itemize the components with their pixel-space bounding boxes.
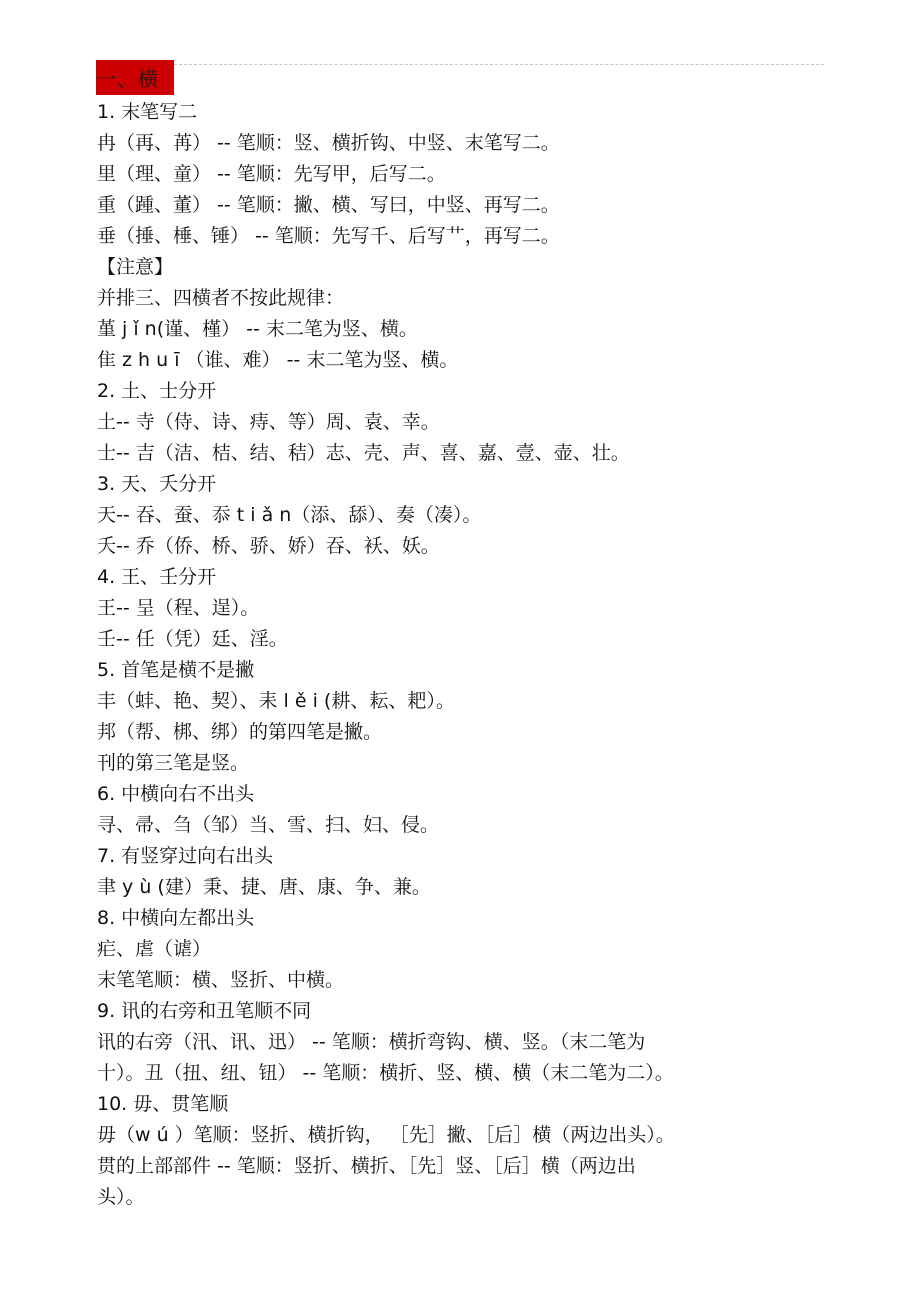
text-line: 并排三、四横者不按此规律： (97, 287, 345, 309)
text-line: 士-- 吉（洁、桔、结、秸）志、壳、声、喜、嘉、壹、壶、壮。 (97, 442, 630, 464)
text-line: 十）。丑（扭、纽、钮） -- 笔顺：横折、竖、横、横（末二笔为二）。 (97, 1062, 674, 1084)
text-line: 堇 j ǐ n(谨、槿） -- 末二笔为竖、横。 (97, 318, 418, 340)
text-line: 7. 有竖穿过向右出头 (97, 845, 274, 867)
text-line: 邦（帮、梆、绑）的第四笔是撇。 (97, 721, 383, 743)
text-line: 6. 中横向右不出头 (97, 783, 255, 805)
text-line: 2. 土、士分开 (97, 380, 217, 402)
text-line: 土-- 寺（侍、诗、痔、等）周、袁、幸。 (97, 411, 440, 433)
text-line: 隹 z h u ī （谁、难） -- 末二笔为竖、横。 (97, 349, 459, 371)
document-body (97, 97, 827, 1213)
text-line: 头）。 (97, 1186, 145, 1208)
text-line: 8. 中横向左都出头 (97, 907, 255, 929)
section-title: 一、横 (96, 67, 159, 91)
text-line: 3. 天、夭分开 (97, 473, 217, 495)
text-line: 9. 讯的右旁和丑笔顺不同 (97, 1000, 312, 1022)
text-line: 【注意】 (97, 256, 174, 278)
text-line: 天-- 吞、蚕、忝 t i ǎ n（添、舔）、奏（凑）。 (97, 504, 482, 526)
text-line: 冉（再、苒） -- 笔顺：竖、横折钩、中竖、末笔写二。 (97, 132, 560, 154)
text-line: 夭-- 乔（侨、桥、骄、娇）吞、袄、妖。 (97, 535, 440, 557)
text-line: 5. 首笔是横不是撇 (97, 659, 255, 681)
text-line: 丰（蚌、艳、契）、耒 l ě i (耕、耘、耙）。 (97, 690, 455, 712)
text-line: 末笔笔顺：横、竖折、中横。 (97, 969, 345, 991)
text-line: 寻、帚、刍（邹）当、雪、扫、妇、侵。 (97, 814, 440, 836)
text-line: 重（踵、董） -- 笔顺：撇、横、写曰，中竖、再写二。 (97, 194, 560, 216)
text-line: 聿 y ù (建）秉、捷、唐、康、争、兼。 (97, 876, 431, 898)
text-line: 4. 王、壬分开 (97, 566, 217, 588)
text-line: 刊的第三笔是竖。 (97, 752, 250, 774)
text-line: 10. 毋、贯笔顺 (97, 1093, 229, 1115)
header-dashed-rule (174, 64, 824, 65)
text-line: 讯的右旁（汛、讯、迅） -- 笔顺：横折弯钩、横、竖。（末二笔为 (97, 1031, 646, 1053)
text-line: 里（理、童） -- 笔顺：先写甲，后写二。 (97, 163, 446, 185)
text-line: 贯的上部部件 -- 笔顺：竖折、横折、［先］竖、［后］横（两边出 (97, 1155, 636, 1177)
text-line: 王-- 呈（程、逞）。 (97, 597, 260, 619)
text-line: 垂（捶、棰、锤） -- 笔顺：先写千、后写艹，再写二。 (97, 225, 560, 247)
text-line: 壬-- 任（凭）廷、淫。 (97, 628, 288, 650)
text-line: 1. 末笔写二 (97, 101, 198, 123)
text-line: 疟、虐（谑） (97, 938, 212, 960)
text-line: 毋（w ú ）笔顺：竖折、横折钩， ［先］撇、［后］横（两边出头）。 (97, 1124, 675, 1146)
